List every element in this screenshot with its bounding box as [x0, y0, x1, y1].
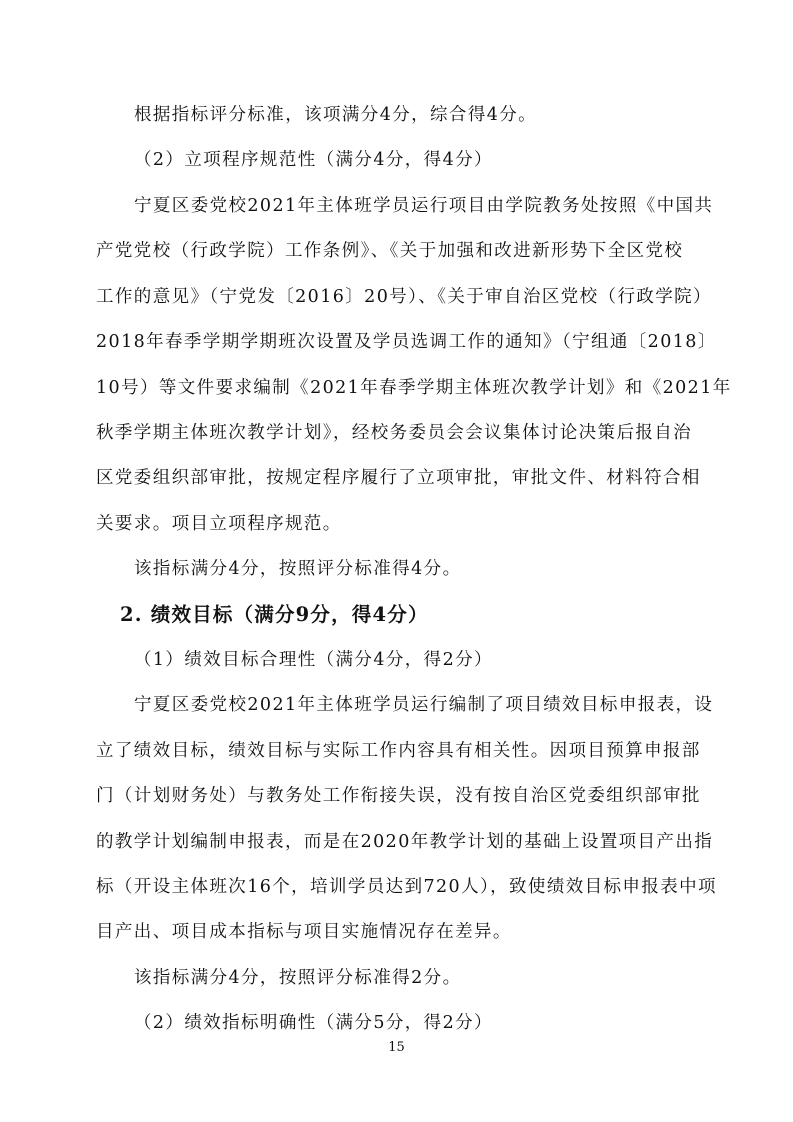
subsection-heading: （1）绩效目标合理性（满分4分，得2分）: [134, 650, 493, 670]
paragraph-line: 工作的意见》（宁党发〔2016〕20号）、《关于审自治区党校（行政学院）: [96, 287, 712, 307]
paragraph-line: 门（计划财务处）与教务处工作衔接失误，没有按自治区党委组织部审批: [96, 786, 701, 806]
paragraph-line: 10号）等文件要求编制《2021年春季学期主体班次教学计划》和《2021年: [96, 378, 732, 398]
paragraph-line: 的教学计划编制申报表，而是在2020年教学计划的基础上设置项目产出指: [96, 832, 714, 852]
paragraph-line: 产党党校（行政学院）工作条例》、《关于加强和改进新形势下全区党校: [96, 241, 684, 261]
paragraph-line: 根据指标评分标准，该项满分4分，综合得4分。: [134, 105, 538, 125]
page-number: 15: [388, 1040, 405, 1055]
paragraph-line: 区党委组织部审批，按规定程序履行了立项审批，审批文件、材料符合相: [96, 468, 701, 488]
paragraph-line: 标（开设主体班次16个，培训学员达到720人），致使绩效目标申报表中项: [96, 877, 717, 897]
subsection-heading: （2）立项程序规范性（满分4分，得4分）: [134, 150, 493, 170]
paragraph-line: 2018年春季学期学期班次设置及学员选调工作的通知》（宁组通〔2018〕: [96, 332, 717, 352]
paragraph-line: 秋季学期主体班次教学计划》，经校务委员会会议集体讨论决策后报自治: [96, 423, 693, 443]
paragraph-line: 该指标满分4分，按照评分标准得4分。: [134, 559, 462, 579]
paragraph-line: 立了绩效目标，绩效目标与实际工作内容具有相关性。因项目预算申报部: [96, 741, 701, 761]
paragraph-line: 宁夏区委党校2021年主体班学员运行项目由学院教务处按照《中国共: [134, 196, 714, 216]
paragraph-line: 该指标满分4分，按照评分标准得2分。: [134, 968, 462, 988]
subsection-heading: （2）绩效指标明确性（满分5分，得2分）: [134, 1013, 493, 1033]
paragraph-line: 目产出、项目成本指标与项目实施情况存在差异。: [96, 922, 512, 942]
section-heading: 2. 绩效目标（满分9分，得4分）: [120, 603, 429, 626]
paragraph-line: 关要求。项目立项程序规范。: [96, 514, 342, 534]
paragraph-line: 宁夏区委党校2021年主体班学员运行编制了项目绩效目标申报表，设: [134, 695, 714, 715]
